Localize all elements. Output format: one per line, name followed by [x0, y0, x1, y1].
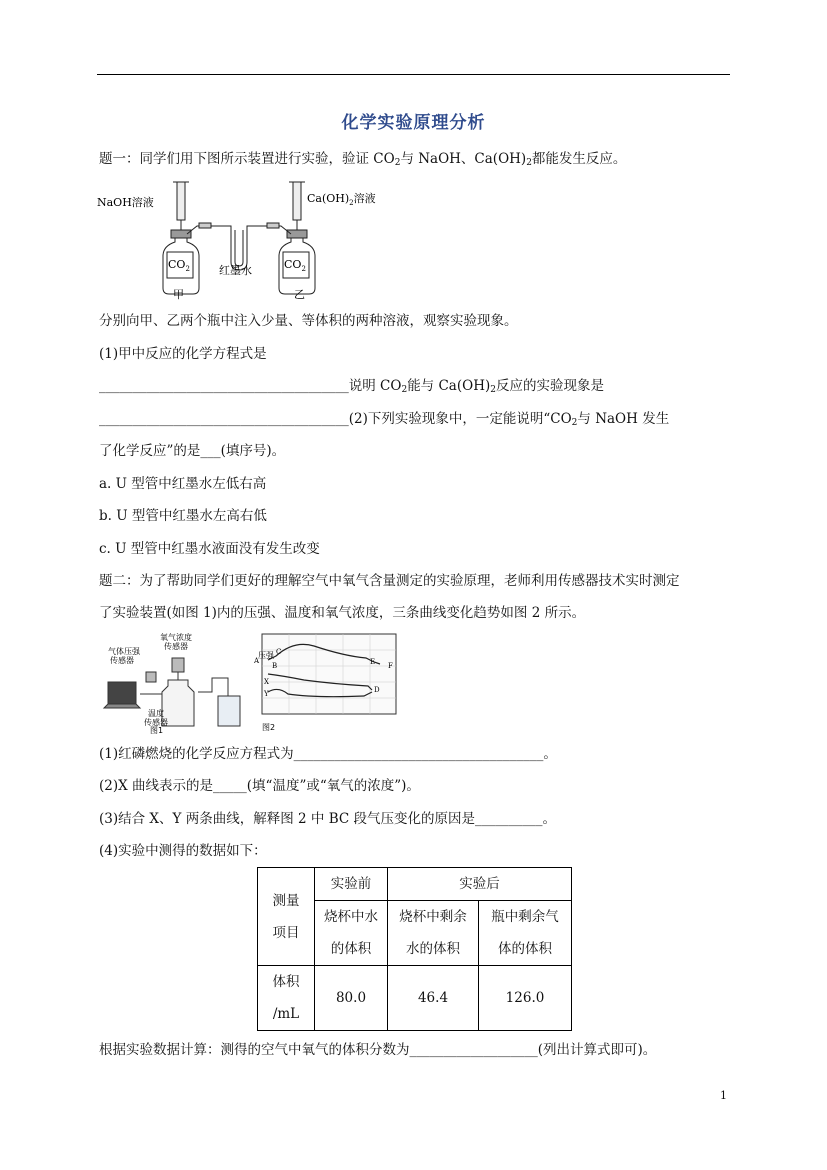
table-col-beaker-water: 烧杯中水 的体积 [315, 901, 388, 966]
co2-label-jia: $CO_2$ [168, 258, 190, 273]
table-header-before: 实验前 [315, 868, 388, 901]
q1-option-b: b. U 型管中红墨水左高右低 [99, 508, 267, 524]
co2-label-yi: $CO_2$ [284, 258, 306, 273]
measurement-table [257, 867, 572, 1031]
q1-apparatus-figure [97, 178, 397, 302]
q1-part1-continued: _____________________________________说明 $CO_2$能与 $Ca(OH)_2$反应的实验现象是 [99, 378, 604, 395]
q1-part2: _____________________________________(2)下列实验现象中，一定能说明“$CO_2$与 NaOH 发生 [99, 411, 670, 428]
table-cell-value: 80.0 [315, 966, 388, 1031]
curve-y-label: Y [264, 690, 269, 698]
table-header-item: 测量 项目 [258, 868, 315, 966]
point-d-label: D [374, 686, 380, 694]
point-c-label: C [276, 648, 282, 656]
curve-x-label: X [264, 678, 269, 686]
point-a-label: A [254, 657, 260, 665]
bottle-jia-label: 甲 [173, 288, 184, 301]
figure-1-apparatus [102, 630, 247, 736]
q2-stem-line2: 了实验装置(如图 1)内的压强、温度和氧气浓度，三条曲线变化趋势如图 2 所示。 [99, 605, 586, 621]
temperature-sensor-label: 温度传感器 [144, 709, 168, 727]
q2-part1: (1)红磷燃烧的化学反应方程式为_____________________________________。 [99, 746, 557, 762]
q1-option-a: a. U 型管中红墨水左低右高 [99, 476, 267, 492]
red-ink-label: 红墨水 [219, 264, 252, 277]
table-col-remaining-gas: 瓶中剩余气 体的体积 [479, 901, 572, 966]
q2-part2: (2)X 曲线表示的是_____(填“温度”或“氧气的浓度”)。 [99, 778, 420, 794]
q1-stem: 题一：同学们用下图所示装置进行实验，验证 $CO_2$与 NaOH、$Ca(OH)_2$都能发生反应。 [99, 151, 627, 168]
table-row-label-volume: 体积 /mL [258, 966, 315, 1031]
figure-2-curves [254, 632, 399, 738]
table-cell-value: 126.0 [479, 966, 572, 1031]
q2-stem-line1: 题二：为了帮助同学们更好的理解空气中氧气含量测定的实验原理，老师利用传感器技术实时测定 [99, 573, 680, 589]
point-f-label: F [388, 662, 393, 670]
q2-part3: (3)结合 X、Y 两条曲线，解释图 2 中 BC 段气压变化的原因是__________。 [99, 811, 556, 827]
page-title: 化学实验原理分析 [341, 113, 486, 133]
o2-sensor-label: 氧气浓度传感器 [160, 633, 192, 651]
table-col-remaining-water: 烧杯中剩余 水的体积 [388, 901, 479, 966]
figure-1-caption: 图1 [150, 726, 164, 735]
point-b-label: B [272, 662, 278, 670]
q1-instruction: 分别向甲、乙两个瓶中注入少量、等体积的两种溶液，观察实验现象。 [99, 313, 518, 329]
pressure-axis-label: 压强 [258, 651, 274, 660]
naoh-solution-label: NaOH溶液 [97, 196, 154, 209]
header-rule [97, 74, 730, 75]
table-header-after: 实验后 [388, 868, 572, 901]
q1-part2-continued: 了化学反应”的是___(填序号)。 [99, 443, 286, 459]
point-e-label: E [370, 658, 376, 666]
q1-option-c: c. U 型管中红墨水液面没有发生改变 [99, 541, 320, 557]
table-cell-value: 46.4 [388, 966, 479, 1031]
caoh2-solution-label: $Ca(OH)_2$溶液 [307, 192, 376, 207]
page-number: 1 [720, 1089, 727, 1102]
figure-2-caption: 图2 [262, 723, 276, 732]
gas-pressure-sensor-label: 气体压强传感器 [108, 647, 140, 665]
q2-part4: (4)实验中测得的数据如下： [99, 843, 267, 859]
q1-part1: (1)甲中反应的化学方程式是 [99, 346, 267, 362]
q2-final-question: 根据实验数据计算：测得的空气中氧气的体积分数为___________________(列出计算式即可)。 [99, 1042, 657, 1058]
bottle-yi-label: 乙 [294, 288, 305, 301]
